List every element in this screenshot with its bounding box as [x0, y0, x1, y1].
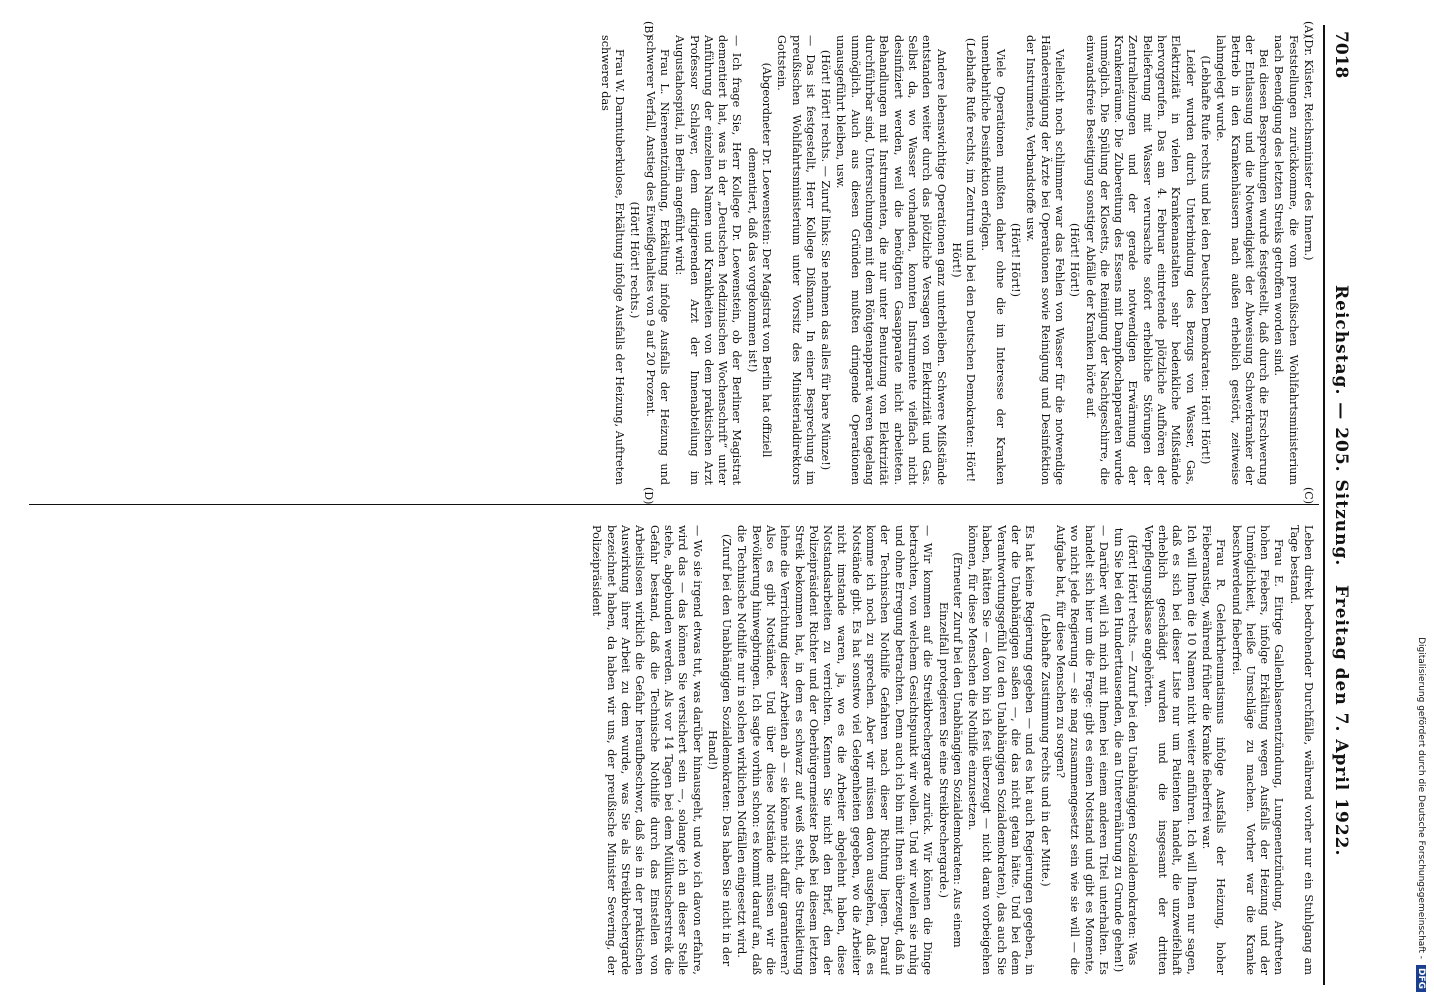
paragraph: Feststellungen zurückkomme, die vom preußischen Wohlfahrtsministerium nach Beendigung des letzten Streiks getroffen worden sind. [1272, 35, 1300, 485]
margin-marker-a: (A) [1302, 21, 1315, 38]
paragraph: Ich will Ihnen die 10 Namen nicht weiter anführen. Ich will Ihnen nur sagen, daß es sich bei dieser Liste nur um Patienten handelt, die unzweifelhaft erheblich geschädigt wurden und die insgesamt der dritten Verpflegungsklasse angehörten. [1141, 525, 1198, 975]
paragraph: — Ich frage Sie, Herr Kollege Dr. Loewenstein, ob der Berliner Magistrat dementiert hat, was in der „Deutschen Medizinischen Wochenschrift“ unter Anführung der einzelnen Namen und Krankheiten von dem praktischen Arzt Professor Schlayer, dem dirigierenden Arzt der Innenabteilung im Augustahospital, in Berlin angeführt wird: [673, 35, 744, 485]
paragraph: — Darüber will ich mich mit Ihnen bei einem anderen Titel unterhalten. Es handelt sich hier um die Frage: gibt es einen Notstand und gibt es Momente, wo nicht jede Regierung — sie mag zusammengesetzt sein wie sie will — die Aufgabe hat, für diese Menschen zu sorgen? [1053, 525, 1110, 975]
paragraph: Frau R. Gelenkrheumatismus infolge Ausfalls der Heizung, hoher Fieberanstieg, während früher die Kranke fieberfrei war. [1199, 525, 1228, 975]
interjection: (Hört! Hört!) [1068, 223, 1082, 297]
interjection: (Lebhafte Zustimmung rechts und in der Mitte.) [1038, 613, 1052, 887]
digitization-note: Digitalisierung gefördert durch die Deutsche Forschungsgemeinschaft - [1416, 637, 1426, 959]
interjection: (Abgeordneter Dr. Loewenstein: Der Magistrat von Berlin hat offiziell dementiert, daß das vorgekommen ist!) [745, 62, 774, 458]
paragraph: Viele Operationen mußten daher ohne die im Interesse der Kranken unentbehrliche Desinfektion erfolgen. [979, 35, 1007, 485]
paragraph: Leider wurden durch Unterbindung des Bezugs von Wasser, Gas, Elektrizität in vielen Krankenanstalten sehr bedenkliche Mißstände hervorgerufen. Das am 4. Februar eintretende plötzliche Aufhören der Belieferung mit Wasser verursachte sofort erhebliche Störungen der Zentralheizungen und der gerade notwendigen Erwärmung der Krankenräume. Die Zubereitung des Essens mit Dampfkochapparaten wurde unmöglich. Die Spülung der Klosetts, die Reinigung der Nachtgeschirre, die einwandsfreie Beseitigung sonstiger Abfälle der Kranken hörte auf. [1083, 35, 1197, 485]
paragraph: Es hat keine Regierung gegeben — und es hat auch Regierungen gegeben, in der die Unabhängigen saßen —, die das nicht getan hätte. Und bei dem Verantwortungsgefühl (zu den Unabhängigen Sozialdemokraten), das auch Sie haben, hätten Sie — davon bin ich fest überzeugt — nicht daran vorbeigehen können, für diese Menschen die Nothilfe einzusetzen. [966, 525, 1037, 975]
right-column [35, 525, 1315, 975]
column-divider [29, 504, 1319, 505]
interjection: (Lebhafte Rufe rechts, im Zentrum und bei den Deutschen Demokraten: Hört! Hört!) [949, 37, 978, 483]
scanned-page [5, 21, 1355, 985]
interjection: (Erneuter Zuruf bei den Unabhängigen Sozialdemokraten: Aus einem Einzelfall protegieren Sie eine Streikbrechergarde.) [936, 552, 964, 948]
paragraph: Andere lebenswichtige Operationen ganz unterbleiben. Schwere Mißstände entstanden weiter durch das plötzliche Versagen von Elektrizität und Gas. Selbst da, wo Wasser vorhanden, konnten Instrumente vielfach nicht desinfiziert werden, weil die benötigten Gasapparate nicht arbeiteten. Behandlungen mit Instrumenten, die nur unter Benutzung von Elektrizität durchführbar sind, Untersuchungen mit dem Röntgenapparat waren tagelang unmöglich. Auch aus diesen Gründen mußten dringende Operationen unausgeführt bleiben, usw. [834, 35, 948, 485]
interjection: (Lebhafte Rufe rechts und bei den Deutschen Demokraten: Hört! Hört!) [1198, 55, 1212, 465]
interjection: (Zuruf bei den Unabhängigen Sozialdemokraten: Das haben Sie nicht in der Hand!) [705, 533, 734, 967]
interjection: (Hört! Hört! rechts. — Zuruf links: Sie nehmen das alles für bare Münze!) [819, 49, 833, 471]
paragraph: — Das ist festgestellt, Herr Kollege Dißmann. In einer Besprechung im preußischen Wohlfahrtsministerium unter Vorsitz des Ministerialdirektors Gottstein. [775, 35, 817, 485]
paragraph: Bei diesen Besprechungen wurde festgestellt, daß durch die Erschwerung der Entlassung und die Notwendigkeit der Abweisung Schwerkranker der Betrieb in den Krankenhäusern nach außen erheblich gestört, zeitweise lahmgelegt wurde. [1214, 35, 1271, 485]
interjection: (Hört! Hört! rechts. — Zuruf bei den Unabhängigen Sozialdemokraten: Was tun Sie bei den Hunderttausenden, die an Unterernährung zu Grunde gehen!) [1112, 527, 1140, 973]
side-note [1412, 8, 1426, 992]
interjection: (Hört! Hört! rechts.) [628, 201, 642, 319]
left-column [35, 35, 1315, 485]
dfg-logo: DFG [1416, 965, 1426, 992]
header-session: Reichstag. — 205. Sitzung. [1331, 285, 1351, 567]
paragraph: Frau E. Eitrige Gallenblasenentzündung, Lungenentzündung, Auftreten hohen Fiebers, infolge Erkältung wegen Ausfalls der Heizung und der Unmöglichkeit, heiße Umschläge zu machen. Vorher war die Kranke beschwerdeund fieberfrei. [1229, 525, 1286, 975]
paragraph: — Wo sie irgend etwas tut, was darüber hinausgeht, und wo ich davon erfahre, wird das — das können Sie versichert sein —, solange ich an dieser Stelle stehe, abgebunden werden. Als vor 14 Tagen bei dem Müllkutscherstreik die Gefahr bestand, daß die Technische Nothilfe durch das Einstellen von Arbeitslosen wirklich die Gefahr heraufbeschwor, daß sie in der praktischen Auswirkung ihrer Arbeit zu dem wurde, was Sie als Streikbrechergarde bezeichnet haben, da haben wir uns, der preußische Minister Severing, der Polizeipräsident [590, 525, 704, 975]
margin-marker-c: (C) [1302, 487, 1315, 504]
paragraph: — Wir kommen auf die Streikbrechergarde zurück. Wir können die Dinge betrachten, von welchem Gesichtspunkt wir wollen. Und wir wollen sie ruhig und ohne Erregung betrachten. Denn auch ich bin mit Ihnen überzeugt, daß in der Technischen Nothilfe Gefahren nach dieser Richtung liegen. Darauf komme ich noch zu sprechen. Aber wir müssen davon ausgehen, daß es Notstände gibt. Es hat sonstwo viel Gelegenheiten gegeben, wo die Arbeiter nicht imstande waren, ja, wo es die Arbeiter abgelehnt haben, diese Notstandsarbeiten zu verrichten. Kennen Sie nicht den Brief, den der Polizeipräsident Richter und der Oberbürgermeister Boeß bei diesem letzten Streik bekommen hat, in dem es schwarz auf weiß steht, die Streikleitung lehne die Verrichtung dieser Arbeiten ab — sie könne nicht dafür garantieren? Also es gibt Notstände. Und über diese Notstände müssen wir die Bevölkerung hinwegbringen. Ich sagte vorhin schon: es kommt darauf an, daß die Technische Nothilfe nur in solchen wirklichen Notfällen eingesetzt wird. [735, 525, 935, 975]
speaker-line: (Dr. Küster, Reichsminister des Innern.) [1302, 35, 1315, 261]
paragraph: Frau W. Darmtuberkulose, Erkältung infolge Ausfalls der Heizung, Auftreten schwerer das [598, 35, 627, 485]
paragraph: Frau L. Nierenentzündung, Erkältung infolge Ausfalls der Heizung und schwerer Verfall, Anstieg des Eiweißgehaltes von 9 auf 20 Prozent. [643, 35, 671, 485]
interjection: (Hört! Hört!) [1009, 223, 1023, 297]
paragraph: Vielleicht noch schlimmer war das Fehlen von Wasser für die notwendige Händereinigung der Ärzte bei Operationen sowie Reinigung und Desinfektion der Instrumente, Verbandstoffe usw. [1024, 35, 1066, 485]
margin-marker-b: (B) [642, 21, 655, 38]
header-date: Freitag den 7. April 1922. [1331, 585, 1351, 857]
page-number: 7018 [1331, 31, 1351, 79]
paragraph: Leben direkt bedrohender Durchfälle, während vorher nur ein Stuhlgang am Tage bestand. [1287, 525, 1315, 975]
page-header [1323, 25, 1355, 985]
margin-marker-d: (D) [642, 487, 655, 505]
